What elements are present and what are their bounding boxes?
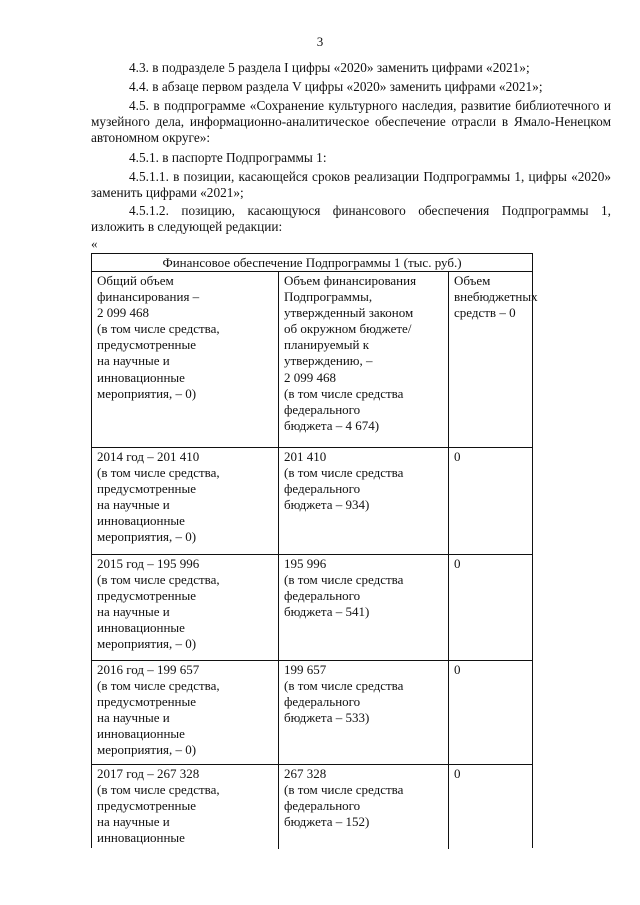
- table-row: [92, 448, 532, 555]
- table-cell-budget: 195 996 (в том числе средства федерального бюджета – 541): [279, 555, 449, 660]
- table-row: [92, 555, 532, 661]
- table-cell-budget: Объем финансирования Подпрограммы, утвержденный законом об окружном бюджете/ планируемый к утверждению, – 2 099 468 (в том числе средства федерального бюджета – 4 674): [279, 272, 449, 447]
- table-cell-extrabudget: 0: [454, 449, 461, 464]
- paragraph-4-5: 4.5. в подпрограмме «Сохранение культурного наследия, развитие библиотечного и музейного дела, информационно-аналитическое обеспечение отрасли в Ямало-Ненецком автономном округе»:: [91, 98, 611, 146]
- table-cell-extrabudget: 0: [454, 556, 461, 571]
- paragraph-4-5-1: 4.5.1. в паспорте Подпрограммы 1:: [129, 150, 327, 165]
- paragraph-4-5-1-1: 4.5.1.1. в позиции, касающейся сроков реализации Подпрограммы 1, цифры «2020» заменить цифрами «2021»;: [91, 169, 611, 201]
- table-cell-extrabudget: Объем внебюджетных средств – 0: [454, 273, 538, 321]
- table-row: [92, 765, 532, 849]
- table-cell-year: 2015 год – 195 996 (в том числе средства, предусмотренные на научные и инновационные мероприятия, – 0): [92, 555, 279, 660]
- table-cell-extrabudget: 0: [454, 662, 461, 677]
- table-title: Финансовое обеспечение Подпрограммы 1 (тыс. руб.): [92, 254, 532, 272]
- page-number: 3: [316, 34, 324, 49]
- table-row: [92, 272, 538, 448]
- table-cell-budget: 267 328 (в том числе средства федерального бюджета – 152): [279, 765, 449, 849]
- table-row: [92, 661, 532, 765]
- table-cell-year: 2016 год – 199 657 (в том числе средства, предусмотренные на научные и инновационные мероприятия, – 0): [92, 661, 279, 764]
- table-cell-budget: 199 657 (в том числе средства федерального бюджета – 533): [279, 661, 449, 764]
- table-cell-year: 2014 год – 201 410 (в том числе средства, предусмотренные на научные и инновационные мероприятия, – 0): [92, 448, 279, 554]
- paragraph-4-5-1-2: 4.5.1.2. позицию, касающуюся финансового обеспечения Подпрограммы 1, изложить в следующей редакции:: [91, 203, 611, 235]
- table-cell-extrabudget: 0: [454, 766, 461, 781]
- paragraph-4-3: 4.3. в подразделе 5 раздела I цифры «2020» заменить цифрами «2021»;: [129, 60, 530, 75]
- paragraph-4-4: 4.4. в абзаце первом раздела V цифры «2020» заменить цифрами «2021»;: [129, 79, 543, 94]
- table-cell-budget: 201 410 (в том числе средства федерального бюджета – 934): [279, 448, 449, 554]
- opening-quote-mark: «: [91, 236, 98, 251]
- table-cell-total: Общий объем финансирования – 2 099 468 (в том числе средства, предусмотренные на научные и инновационные мероприятия, – 0): [92, 272, 279, 447]
- financing-table: [91, 253, 538, 848]
- table-cell-year: 2017 год – 267 328 (в том числе средства, предусмотренные на научные и инновационные: [92, 765, 279, 849]
